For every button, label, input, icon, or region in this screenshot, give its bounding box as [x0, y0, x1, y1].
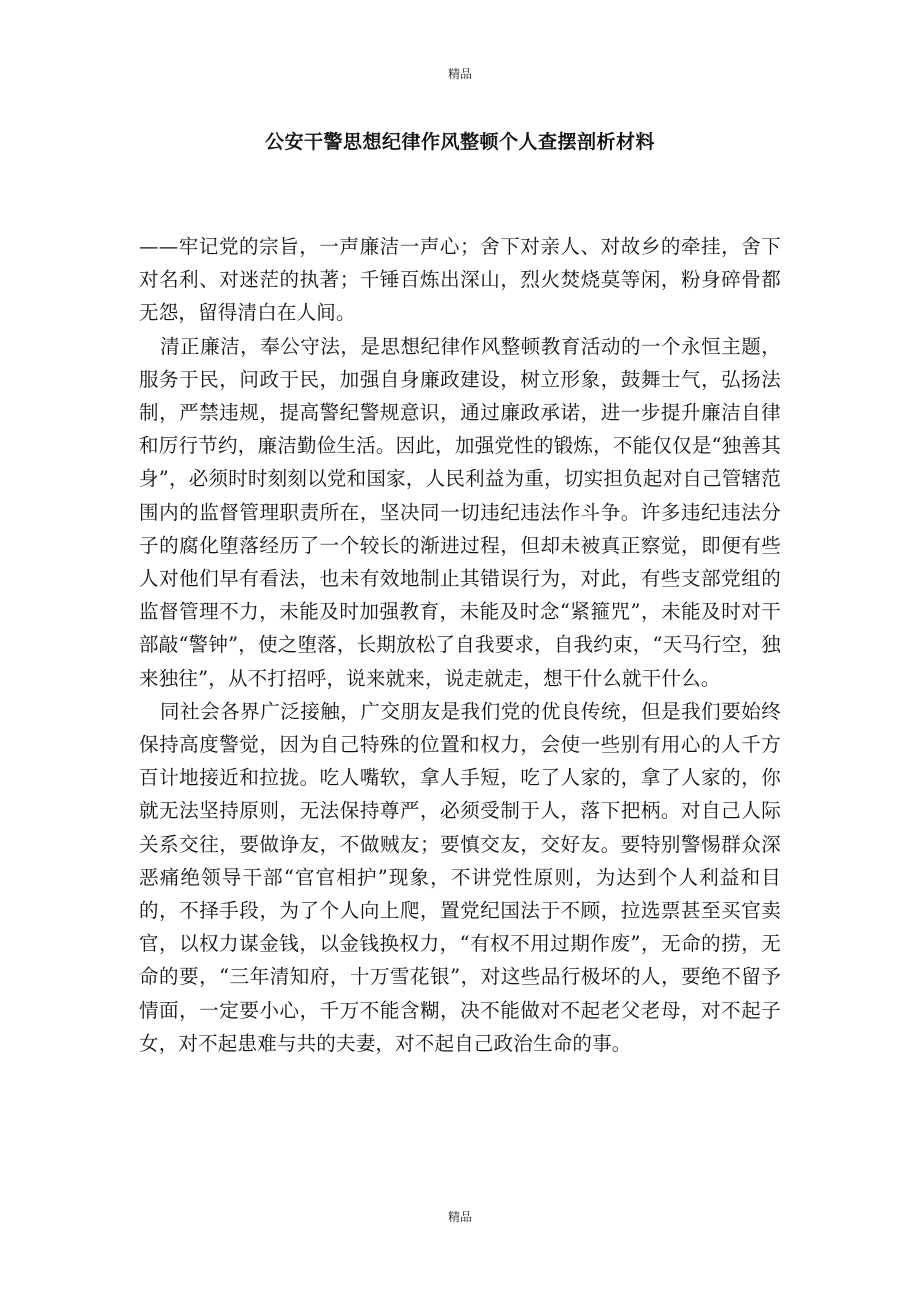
paragraph-integrity: 清正廉洁，奉公守法，是思想纪律作风整顿教育活动的一个永恒主题，服务于民，问政于民，加强自身廉政建设，树立形象，鼓舞士气，弘扬法制，严禁违规，提高警纪警规意识，通过廉政承诺，进一步提升廉洁自律和厉行节约，廉洁勤俭生活。因此，加强党性的锻炼，不能仅仅是“独善其身”，必须时时刻刻以党和国家，人民利益为重，切实担负起对自己管辖范围内的监督管理职责所在，坚决同一切违纪违法作斗争。许多违纪违法分子的腐化堕落经历了一个较长的渐进过程，但却未被真正察觉，即便有些人对他们早有看法，也未有效地制止其错误行为，对此，有些支部党组的监督管理不力，未能及时加强教育，未能及时念“紧箍咒”，未能及时对干部敲“警钟”，使之堕落，长期放松了自我要求，自我约束，“天马行空，独来独往”，从不打招呼，说来就来，说走就走，想干什么就干什么。: [139, 334, 781, 690]
document-body: [139, 230, 781, 1060]
paragraph-intro: ——牢记党的宗旨，一声廉洁一声心；舍下对亲人、对故乡的牵挂，舍下对名利、对迷茫的执著；千锤百炼出深山，烈火焚烧莫等闲，粉身碎骨都无怨，留得清白在人间。: [139, 235, 781, 325]
document-title: 公安干警思想纪律作风整顿个人查摆剖析材料: [264, 131, 655, 153]
paragraph-social-contact: 同社会各界广泛接触，广交朋友是我们党的优良传统，但是我们要始终保持高度警觉，因为自己特殊的位置和权力，会使一些别有用心的人千方百计地接近和拉拢。吃人嘴软，拿人手短，吃了人家的，拿了人家的，你就无法坚持原则，无法保持尊严，必须受制于人，落下把柄。对自己人际关系交往，要做诤友，不做贼友；要慎交友，交好友。要特别警惕群众深恶痛绝领导干部“官官相护”现象，不讲党性原则，为达到个人利益和目的，不择手段，为了个人向上爬，置党纪国法于不顾，拉选票甚至买官卖官，以权力谋金钱，以金钱换权力，“有权不用过期作废”，无命的捞，无命的要，“三年清知府，十万雪花银”，对这些品行极坏的人，要绝不留予情面，一定要小心，千万不能含糊，决不能做对不起老父老母，对不起子女，对不起患难与共的夫妻，对不起自己政治生命的事。: [139, 699, 781, 1055]
page-footer: 精品: [447, 1210, 472, 1224]
page-header: 精品: [447, 67, 472, 81]
